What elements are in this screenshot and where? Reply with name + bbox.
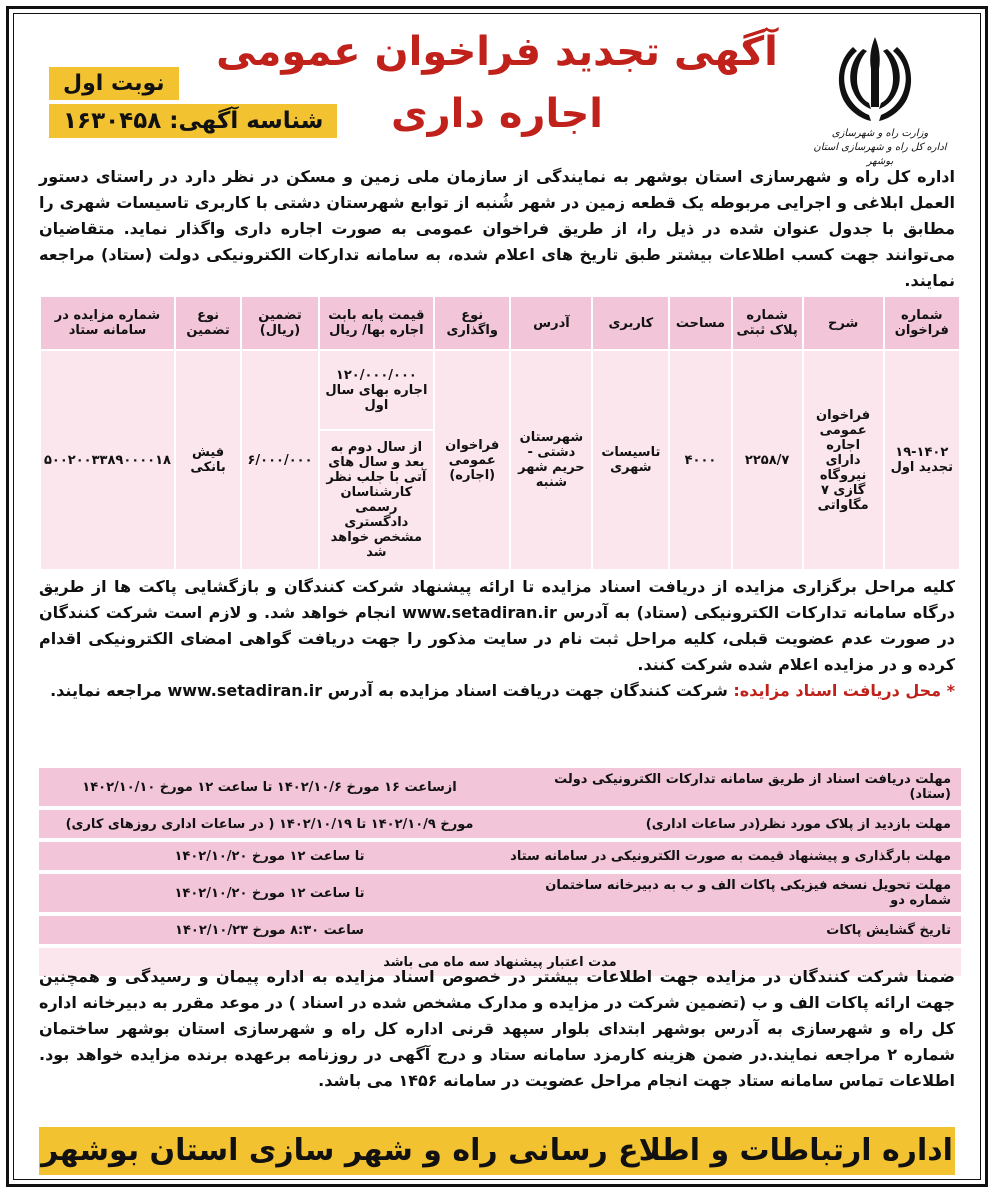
schedule-row (39, 768, 961, 806)
schedule-label: مهلت تحویل نسخه فیزیکی پاکات الف و ب به دبیرخانه ساختمان شماره دو (500, 874, 961, 912)
schedule-label: تاریخ گشایش پاکات (500, 916, 961, 944)
procedure-paragraph (39, 574, 955, 704)
property-table (39, 295, 961, 571)
department-name: اداره کل راه و شهرسازی استان بوشهر (813, 142, 947, 167)
table-row (40, 350, 960, 430)
schedule-value: ازساعت ۱۶ مورخ ۱۴۰۲/۱۰/۶ تا ساعت ۱۲ مورخ ۱۴۰۲/۱۰/۱۰ (39, 768, 500, 806)
table-header-row (40, 296, 960, 350)
page-title: آگهی تجدید فراخوان عمومی (216, 29, 778, 75)
schedule-label: مهلت بارگذاری و پیشنهاد قیمت به صورت الکترونیکی در سامانه ستاد (500, 842, 961, 870)
schedule-table (39, 764, 961, 980)
col-header: نوع واگذاری (434, 296, 510, 350)
ad-id-badge: شناسه آگهی: ۱۶۳۰۴۵۸ (49, 104, 337, 138)
schedule-row (39, 842, 961, 870)
col-header: شماره مزایده در سامانه ستاد (40, 296, 175, 350)
col-header: شرح (803, 296, 884, 350)
schedule-value: تا ساعت ۱۲ مورخ ۱۴۰۲/۱۰/۲۰ (39, 874, 500, 912)
schedule-value: ساعت ۸:۳۰ مورخ ۱۴۰۲/۱۰/۲۳ (39, 916, 500, 944)
cell-guarantee-type: فیش بانکی (175, 350, 241, 570)
schedule-row (39, 810, 961, 838)
col-header: مساحت (669, 296, 731, 350)
col-header: کاربری (592, 296, 669, 350)
cell-transfer: فراخوان عمومی (اجاره) (434, 350, 510, 570)
col-header: تضمین (ریال) (241, 296, 319, 350)
col-header: آدرس (510, 296, 592, 350)
cell-guarantee: ۶/۰۰۰/۰۰۰ (241, 350, 319, 570)
schedule-label: مهلت دریافت اسناد از طریق سامانه تدارکات الکترونیکی دولت (ستاد) (500, 768, 961, 806)
iran-emblem-icon (825, 29, 925, 129)
ministry-logo-text (805, 127, 955, 169)
schedule-value: مورخ ۱۴۰۲/۱۰/۹ تا ۱۴۰۲/۱۰/۱۹ ( در ساعات اداری روزهای کاری) (39, 810, 500, 838)
col-header: شماره فراخوان (884, 296, 960, 350)
procedure-text: کلیه مراحل برگزاری مزایده از دریافت اسناد مزایده تا ارائه پیشنهاد شرکت کنندگان و بازگشایی پاکت ها از طریق درگاه سامانه تدارکات الکترونیکی (ستاد) به آدرس www.setadiran.ir انجام خواهد شد. و لازم است شرکت کنندگان در صورت عدم عضویت قبلی، کلیه مراحل ثبت نام در سایت مذکور را جهت دریافت گواهی امضای الکترونیکی اقدام کرده و در مزایده اعلام شده شرکت کنند. (39, 577, 956, 674)
cell-address: شهرستان دشتی - حریم شهر شنبه (510, 350, 592, 570)
cell-number: ۱۹-۱۴۰۲ تجدید اول (884, 350, 960, 570)
schedule-row (39, 916, 961, 944)
advertisement-page (6, 6, 988, 1187)
cell-usage: تاسیسات شهری (592, 350, 669, 570)
col-header: قیمت پایه بابت اجاره بها/ ریال (319, 296, 434, 350)
schedule-row (39, 874, 961, 912)
documents-place-label: * محل دریافت اسناد مزایده: (733, 681, 955, 700)
intro-paragraph: اداره کل راه و شهرسازی استان بوشهر به نمایندگی از سازمان ملی زمین و مسکن در نظر دارد در راستای دستور العمل ابلاغی و اجرایی مربوطه یک قطعه زمین در شهر شُنبه از توابع شهرستان دشتی با کاربری تاسیسات شهری را مطابق با جدول عنوان شده در ذیل را، از طریق فراخوان عمومی به صورت اجاره داری واگذار نماید. متقاضیان می‌توانند جهت کسب اطلاعات بیشتر طبق تاریخ های اعلام شده، به سامانه تدارکات الکترونیکی دولت (ستاد) مراجعه نمایند. (39, 167, 955, 290)
cell-setad-number: ۵۰۰۲۰۰۳۳۸۹۰۰۰۰۱۸ (40, 350, 175, 570)
documents-place-text: شرکت کنندگان جهت دریافت اسناد مزایده به آدرس www.setadiran.ir مراجعه نمایند. (50, 681, 728, 700)
schedule-label: مهلت بازدید از پلاک مورد نظر(در ساعات اداری) (500, 810, 961, 838)
cell-desc: فراخوان عمومی اجاره دارای نیروگاه گازی ۷ مگاواتی (803, 350, 884, 570)
col-header: نوع تضمین (175, 296, 241, 350)
page-subtitle: اجاره داری (390, 91, 604, 137)
col-header: شماره پلاک ثبتی (732, 296, 803, 350)
ministry-name: وزارت راه و شهرسازی (831, 128, 929, 139)
round-badge: نوبت اول (49, 67, 179, 100)
cell-area: ۴۰۰۰ (669, 350, 731, 570)
cell-price-first-year: ۱۲۰/۰۰۰/۰۰۰ اجاره بهای سال اول (319, 350, 434, 430)
schedule-value: تا ساعت ۱۲ مورخ ۱۴۰۲/۱۰/۲۰ (39, 842, 500, 870)
validity-text: مدت اعتبار پیشنهاد سه ماه می باشد (39, 948, 961, 976)
cell-price-later-years: از سال دوم به بعد و سال های آتی با جلب نظر کارشناسان رسمی دادگستری مشخص خواهد شد (319, 430, 434, 570)
cell-plate: ۲۲۵۸/۷ (732, 350, 803, 570)
footer-banner: اداره ارتباطات و اطلاع رسانی راه و شهر سازی استان بوشهر (39, 1127, 955, 1175)
contact-paragraph: ضمنا شرکت کنندگان در مزایده جهت اطلاعات بیشتر در خصوص اسناد مزایده به اداره پیمان و رسیدگی و همچنین جهت ارائه پاکات الف و ب (تضمین شرکت در مزایده و مدارک مشخص شده در اسناد ) در موعد مقرر به دبیرخانه اداره کل راه و شهرسازی به آدرس بوشهر ابتدای بلوار سپهد قرنی اداره کل راه و شهرسازی استان بوشهر ساختمان شماره ۲ مراجعه نمایند.در ضمن هزینه کارمزد سامانه ستاد و درج آگهی در روزنامه برعهده برنده مزایده خواهد بود. اطلاعات تماس سامانه ستاد جهت انجام مراحل عضویت در سامانه ۱۴۵۶ می باشد. (39, 967, 956, 1090)
